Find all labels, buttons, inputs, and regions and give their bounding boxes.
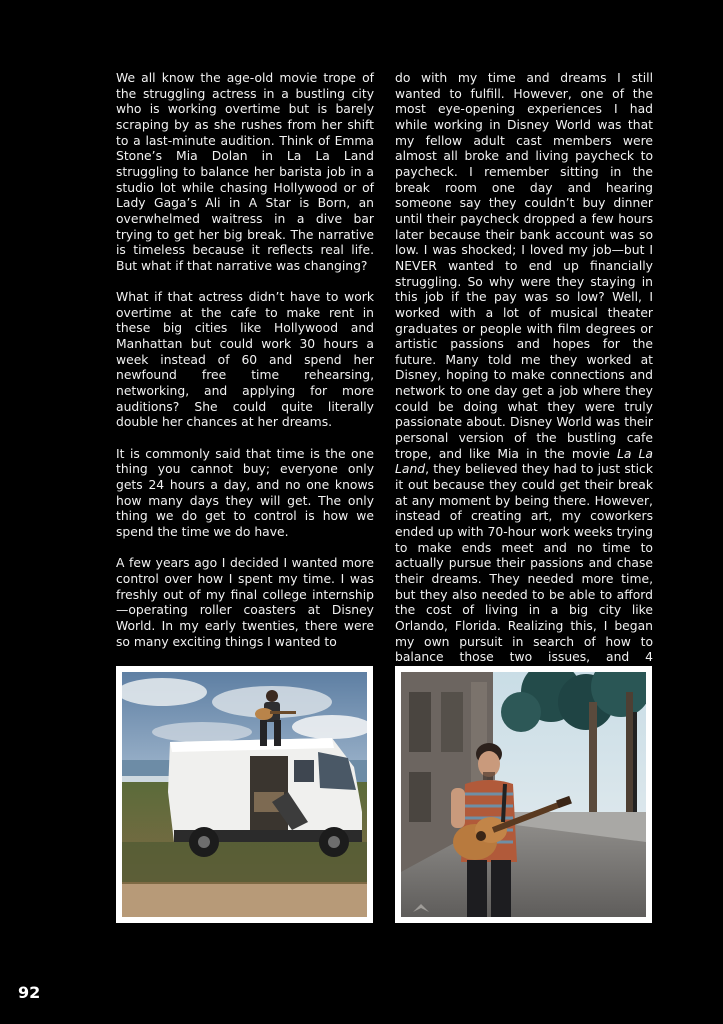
article-text: do with my time and dreams I still wanted to fulfill. However, one of the most eye-opening experiences I had while working in Disney World was that my fellow adult cast members were almost all broke and living paycheck to paycheck. I remember sitting in the break room one day and hearing someone say they couldn’t buy dinner until their paycheck dropped a few hours later because their bank account was so low. I was shocked; I loved my job—but I NEVER wanted to end up financially struggling. So why were they staying in this job if the pay was so low? Well, I worked with a lot of musical theater graduates or people with film degrees or artistic passions and hopes for the future. Many told me they worked at Disney, hoping to make connections and network to one day get a job where they could be doing what they were truly passionate about. Disney World was their personal version of the bustling cafe trope, and like Mia in the movie <box>395 71 653 461</box>
article-paragraph: It is commonly said that time is the one thing you cannot buy; everyone only gets 24 hours a day, and no one knows how many days they will get. The only thing we do get to control is how we spend the time we do have. <box>116 446 374 539</box>
page-number: 92 <box>18 983 41 1002</box>
movie-title-italic: La La Land <box>395 446 653 477</box>
street-photo-illustration <box>401 672 646 917</box>
article-paragraph: We all know the age-old movie trope of the struggling actress in a bustling city who is working overtime but is barely scraping by as she rushes from her shift to a last-minute audition. Think of Emma Stone’s Mia Dolan in La La Land struggling to balance her barista job in a studio lot while chasing Hollywood or of Lady Gaga’s Ali in A Star is Born, an overwhelmed waitress in a dive bar trying to get her big break. The narrative is timeless because it reflects real life. But what if that narrative was changing? <box>116 71 374 273</box>
article-column-left <box>116 71 374 650</box>
van-photo-illustration <box>122 672 367 917</box>
photo-street-guitarist <box>395 666 652 923</box>
article-paragraph: A few years ago I decided I wanted more control over how I spent my time. I was freshly out of my final college internship—operating roller coasters at Disney World. In my early twenties, there were so many exciting things I wanted to <box>116 556 374 649</box>
article-column-right <box>395 71 653 666</box>
photo-van-guitarist <box>116 666 373 923</box>
article-text: , they believed they had to just stick it out because they could get their break at any moment by being there. However, instead of creating art, my coworkers ended up with 70-hour work weeks trying to make ends meet and no time to actually pursue their passions and chase their dreams. They needed more time, but they also needed to be able to afford the cost of living in a big city like Orlando, Florida. Realizing this, I began my own pursuit in search of how to balance those two issues, and 4 <box>395 462 653 665</box>
article-paragraph: What if that actress didn’t have to work overtime at the cafe to make rent in these big cities like Hollywood and Manhattan but could work 30 hours a week instead of 60 and spend her newfound free time rehearsing, networking, and applying for more auditions? She could quite literally double her chances at her dreams. <box>116 290 374 430</box>
article-paragraph <box>395 71 653 666</box>
